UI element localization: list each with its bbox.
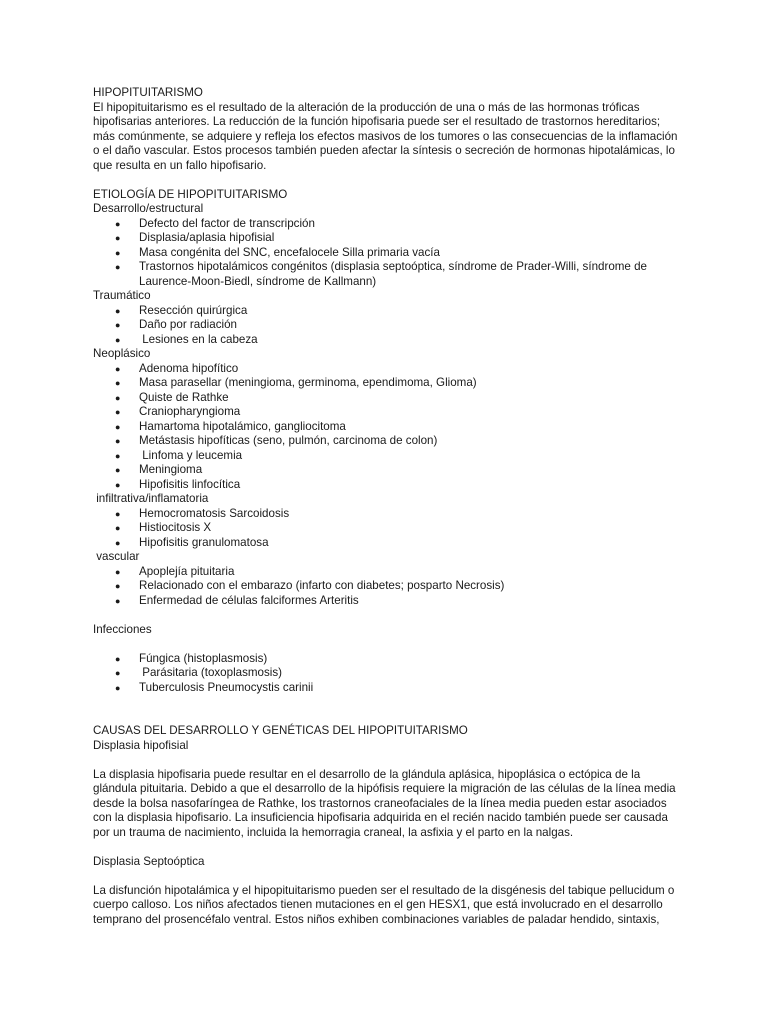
section-paragraph: La disfunción hipotalámica y el hipopituitarismo pueden ser el resultado de la disgénesis del tabique pellucidum o cuerpo calloso. Los niños afectados tienen mutaciones en el gen HESX1, que está involucrado en el desarrollo temprano del prosencéfalo ventral. Estos niños exhiben combinaciones variables de paladar hendido, sintaxis, bbox=[93, 883, 675, 926]
bullet-icon: ● bbox=[115, 378, 121, 388]
bullet-icon: ● bbox=[115, 421, 121, 432]
bullet-icon: ● bbox=[115, 537, 121, 548]
document-body bbox=[93, 86, 683, 927]
list-item: ● Resección quirúrgica bbox=[115, 303, 248, 317]
list-item: ● Fúngica (histoplasmosis) bbox=[115, 651, 268, 665]
bullet-icon: ● bbox=[115, 363, 121, 374]
bullet-icon: ● bbox=[115, 465, 121, 475]
category-heading: Infecciones bbox=[93, 622, 152, 636]
bullet-icon: ● bbox=[115, 479, 121, 490]
spacer bbox=[93, 753, 683, 768]
category-heading: Neoplásico bbox=[93, 347, 151, 360]
list-item: ● Hamartoma hipotalámico, gangliocitoma bbox=[115, 419, 346, 433]
bullet-icon: ● bbox=[115, 320, 121, 330]
list-item: ● Hipofisitis linfocítica bbox=[115, 477, 241, 491]
bullet-icon: ● bbox=[115, 436, 121, 446]
list-item: ● Lesiones en la cabeza bbox=[115, 332, 258, 346]
spacer bbox=[93, 869, 683, 884]
list-item: ● Hemocromatosis Sarcoidosis bbox=[115, 506, 290, 520]
bullet-icon: ● bbox=[115, 450, 121, 461]
list-item: ● Histiocitosis X bbox=[115, 521, 212, 534]
list-item: ● Meningioma bbox=[115, 463, 203, 476]
section-heading: Displasia Septoóptica bbox=[93, 854, 205, 868]
list-item: ● Quiste de Rathke bbox=[115, 390, 229, 404]
etiology-title: ETIOLOGÍA DE HIPOPITUITARISMO bbox=[93, 187, 288, 201]
list-item: ● Craniopharyngioma bbox=[115, 405, 241, 418]
bullet-icon: ● bbox=[115, 682, 121, 693]
list-item: ● Hipofisitis granulomatosa bbox=[115, 535, 269, 549]
bullet-list bbox=[93, 304, 683, 348]
list-item: ● Defecto del factor de transcripción bbox=[115, 216, 315, 230]
list-item: ● Daño por radiación bbox=[115, 318, 237, 331]
bullet-icon: ● bbox=[115, 668, 121, 678]
bullet-icon: ● bbox=[115, 392, 121, 403]
list-item: ● Masa parasellar (meningioma, germinoma, ependimoma, Glioma) bbox=[115, 376, 477, 389]
bullet-icon: ● bbox=[115, 247, 121, 258]
bullet-icon: ● bbox=[115, 581, 121, 591]
bullet-icon: ● bbox=[115, 218, 121, 229]
spacer bbox=[93, 710, 683, 725]
bullet-icon: ● bbox=[115, 523, 121, 533]
bullet-icon: ● bbox=[115, 262, 121, 272]
category-heading: vascular bbox=[93, 550, 140, 563]
spacer bbox=[93, 695, 683, 710]
list-item: ● Trastornos hipotalámicos congénitos (displasia septoóptica, síndrome de Prader-Willi, síndrome de Laurence-Moon-Biedl, síndrome de Kallmann) bbox=[115, 260, 648, 288]
bullet-icon: ● bbox=[115, 233, 121, 243]
list-item: ● Tuberculosis Pneumocystis carinii bbox=[115, 680, 314, 694]
spacer bbox=[93, 637, 683, 652]
intro-paragraph: El hipopituitarismo es el resultado de la alteración de la producción de una o más de las hormonas tróficas hipofisarias anteriores. La reducción de la función hipofisaria puede ser el resultado de trastornos hereditarios; más comúnmente, se adquiere y refleja los efectos masivos de los tumores o las consecuencias de la inflamación o el daño vascular. Estos procesos también pueden afectar la síntesis o secreción de hormonas hipotalámicas, lo que resulta en un fallo hipofisario. bbox=[93, 100, 678, 172]
list-item: ● Enfermedad de células falciformes Arteritis bbox=[115, 593, 359, 607]
bullet-list bbox=[93, 362, 683, 493]
list-item: ● Relacionado con el embarazo (infarto con diabetes; posparto Necrosis) bbox=[115, 579, 505, 592]
section-paragraph: La displasia hipofisaria puede resultar en el desarrollo de la glándula aplásica, hipoplásica o ectópica de la glándula pituitaria. Debido a que el desarrollo de la hipófisis requiere la migración de las células de la línea media desde la bolsa nasofaríngea de Rathke, los trastornos craneofaciales de la línea media pueden estar asociados con la displasia hipofisario. La insuficiencia hipofisaria adquirida en el recién nacido también puede ser causada por un trauma de nacimiento, incluida la hemorragia craneal, la asfixia y el parto en la nalgas. bbox=[93, 767, 676, 839]
list-item: ● Adenoma hipofítico bbox=[115, 361, 239, 375]
category-heading: Traumático bbox=[93, 289, 151, 302]
spacer bbox=[93, 840, 683, 855]
category-heading: Desarrollo/estructural bbox=[93, 202, 204, 215]
list-item: ● Metástasis hipofíticas (seno, pulmón, carcinoma de colon) bbox=[115, 434, 438, 447]
bullet-list bbox=[93, 652, 683, 696]
spacer bbox=[93, 173, 683, 188]
category-heading: infiltrativa/inflamatoria bbox=[93, 492, 209, 505]
bullet-icon: ● bbox=[115, 508, 121, 519]
document-title: HIPOPITUITARISMO bbox=[93, 86, 203, 99]
bullet-list bbox=[93, 565, 683, 609]
bullet-icon: ● bbox=[115, 653, 121, 664]
bullet-list bbox=[93, 507, 683, 551]
list-item: ● Linfoma y leucemia bbox=[115, 448, 243, 462]
list-item: ● Displasia/aplasia hipofisial bbox=[115, 231, 275, 244]
bullet-icon: ● bbox=[115, 566, 121, 577]
bullet-icon: ● bbox=[115, 305, 121, 316]
bullet-icon: ● bbox=[115, 595, 121, 606]
bullet-icon: ● bbox=[115, 334, 121, 345]
list-item: ● Parásitaria (toxoplasmosis) bbox=[115, 666, 283, 679]
list-item: ● Apoplejía pituitaria bbox=[115, 564, 235, 578]
causes-title: CAUSAS DEL DESARROLLO Y GENÉTICAS DEL HIPOPITUITARISMO bbox=[93, 724, 468, 737]
bullet-list bbox=[93, 217, 683, 290]
list-item: ● Masa congénita del SNC, encefalocele Silla primaria vacía bbox=[115, 245, 440, 259]
bullet-icon: ● bbox=[115, 407, 121, 417]
spacer bbox=[93, 608, 683, 623]
section-heading: Displasia hipofisial bbox=[93, 738, 189, 752]
